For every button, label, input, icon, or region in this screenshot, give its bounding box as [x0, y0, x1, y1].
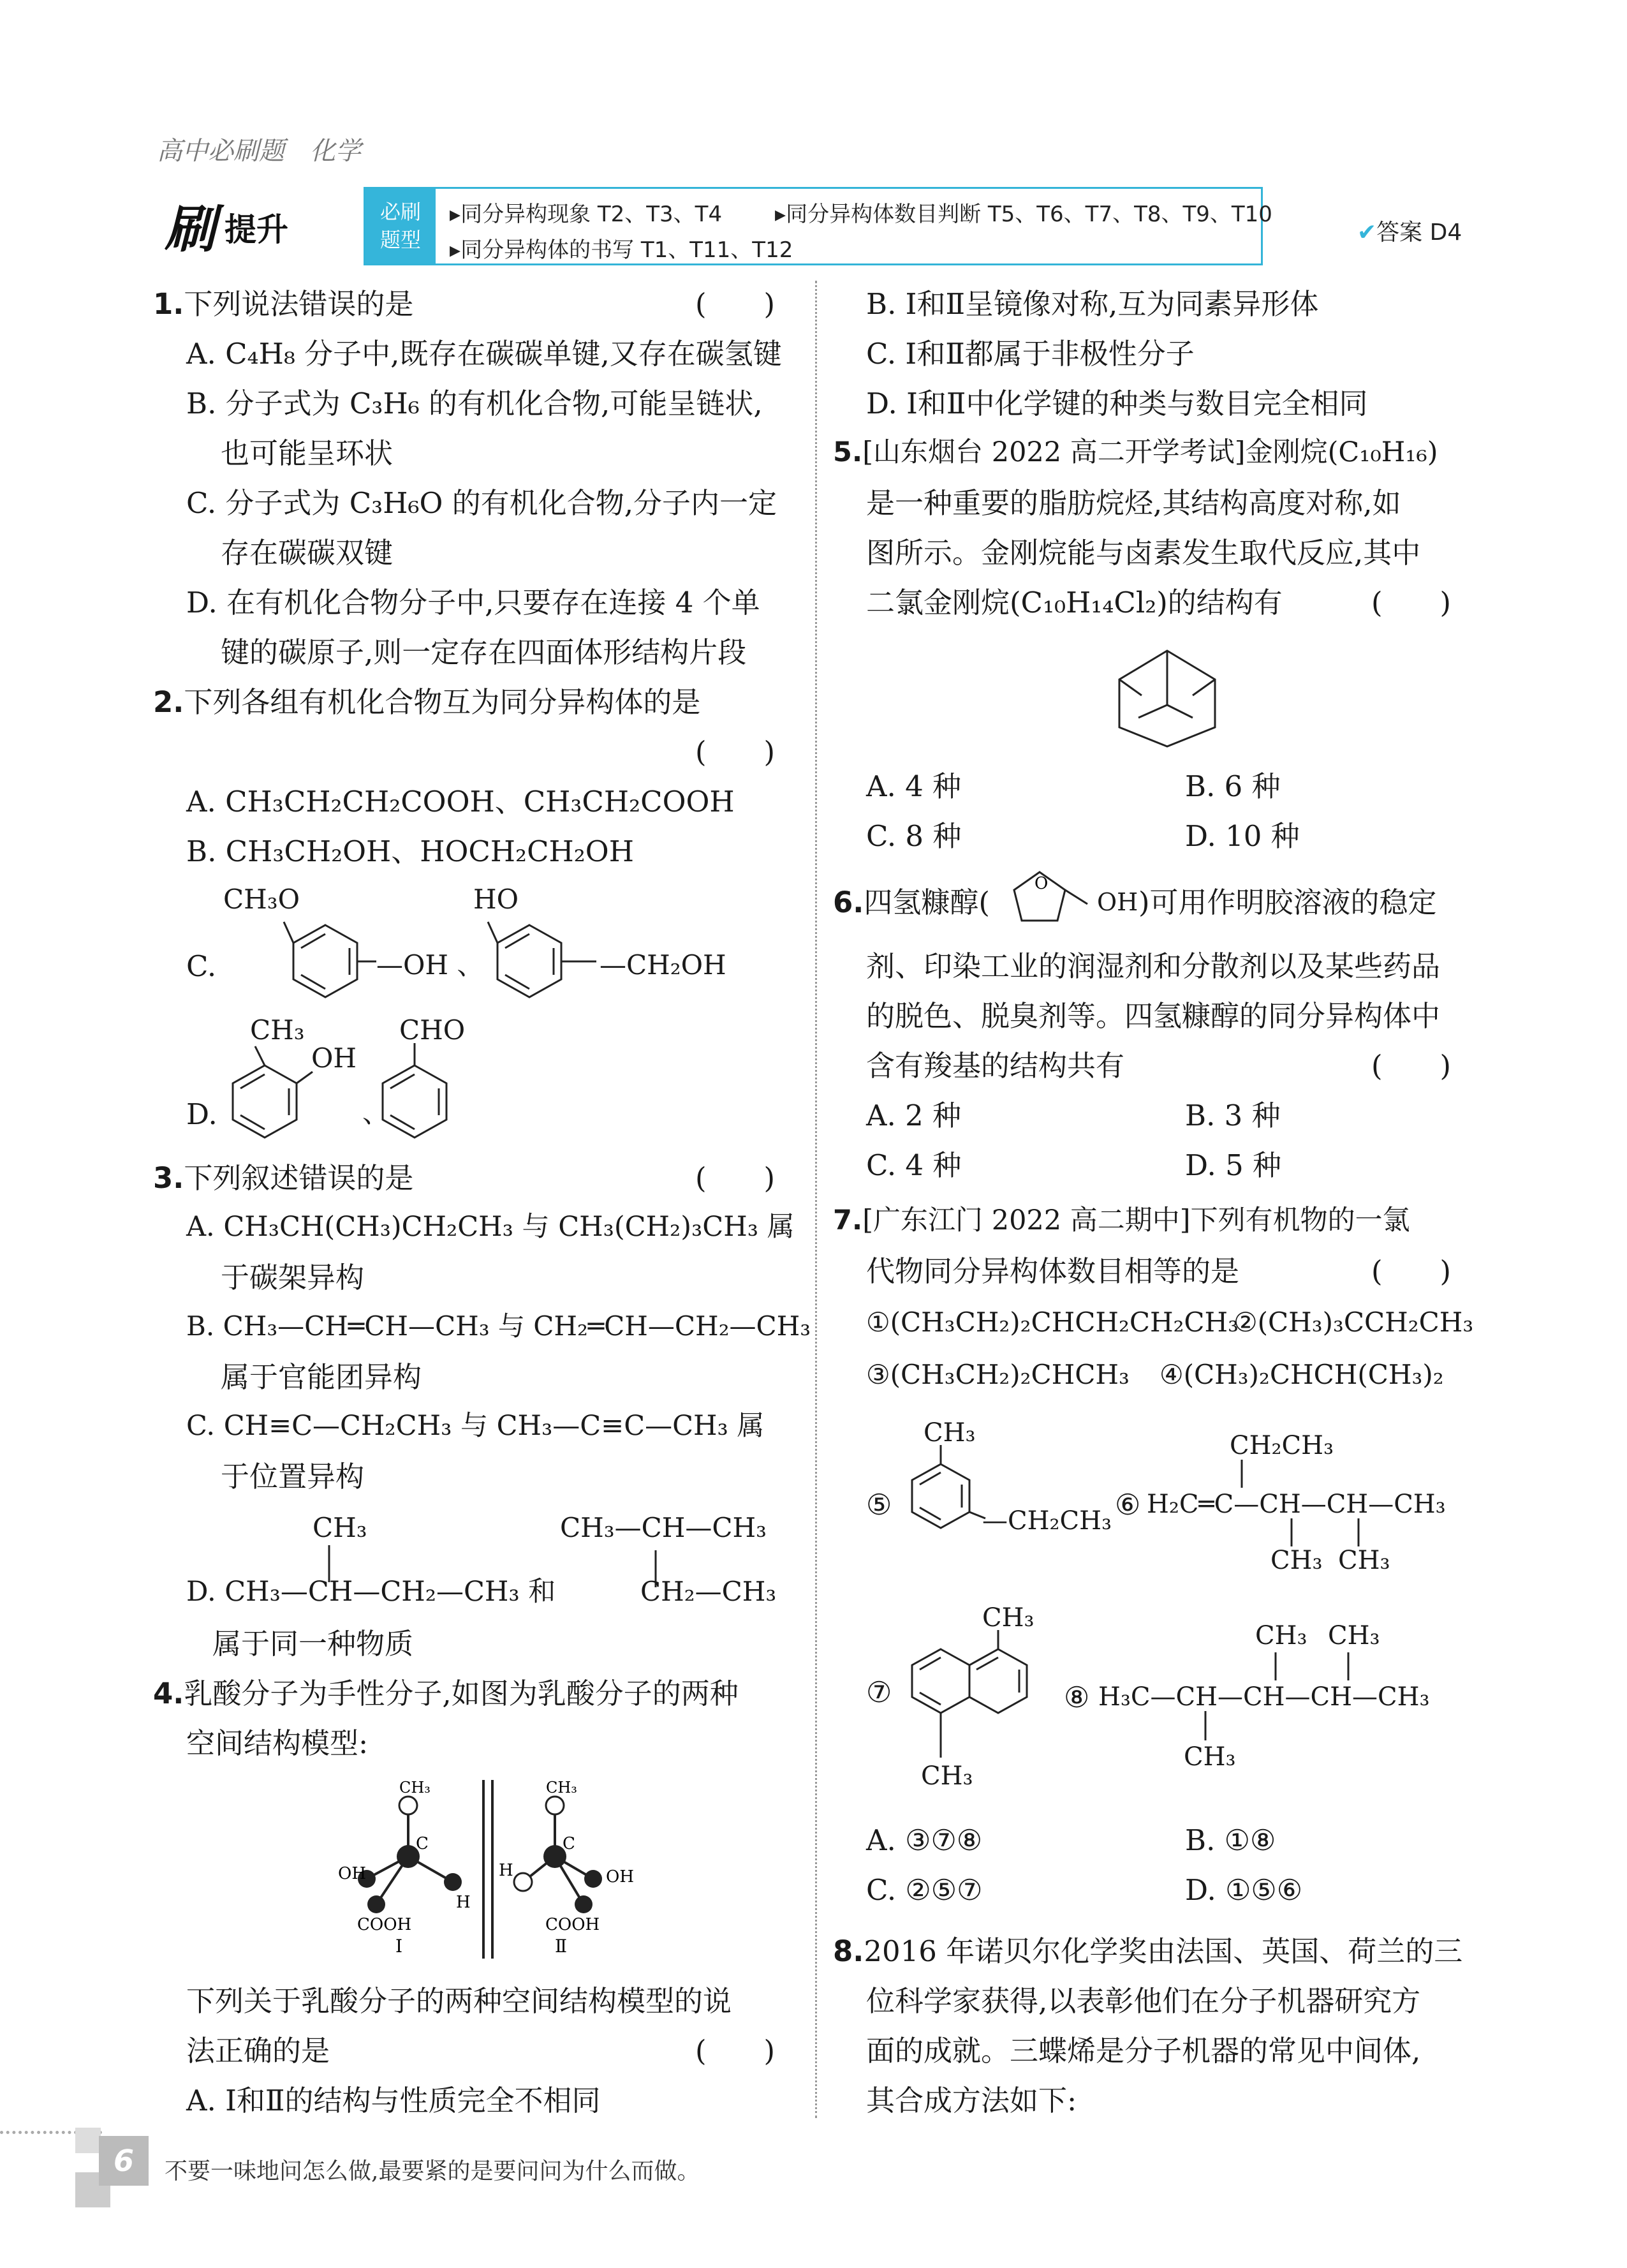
option-d: D. ①⑤⑥ [1185, 1873, 1303, 1907]
option-d: D. Ⅰ和Ⅱ中化学键的种类与数目完全相同 [866, 387, 1368, 420]
answer-paren: ( ) [1371, 586, 1452, 619]
question-8-cont: 面的成就。三蝶烯是分子机器的常见中间体, [866, 2034, 1421, 2068]
struct-label: CHO [399, 1014, 466, 1046]
model-label: H [456, 1893, 471, 1912]
option-b: B. ①⑧ [1185, 1823, 1276, 1857]
option-a: A. 4 种 [866, 769, 962, 803]
compound-8-main: H₃C—CH—CH—CH—CH₃ [1098, 1682, 1430, 1712]
question-6-cont: )可用作明胶溶液的稳定 [1138, 886, 1437, 919]
struct-label: CH₂CH₃ [1230, 1431, 1334, 1460]
option-d-cont: 属于同一种物质 [212, 1627, 414, 1661]
answer-paren: ( ) [695, 2034, 776, 2068]
struct-label: CH₃O [223, 884, 300, 915]
lactic-acid-models [332, 1774, 651, 1965]
answer-paren: ( ) [1371, 1254, 1452, 1288]
question-6: 6.四氢糠醇( [833, 886, 990, 919]
struct-label: CH₃ [1184, 1742, 1236, 1772]
topic-item: ▸同分异构体数目判断 T5、T6、T7、T8、T9、T10 [775, 202, 1272, 227]
compound-4: ④(CH₃)₂CHCH(CH₃)₂ [1160, 1359, 1444, 1390]
question-1: 1.下列说法错误的是 [153, 287, 414, 321]
naphthalene-ring [896, 1630, 1043, 1764]
footer-square [75, 2128, 101, 2153]
model-label: OH [606, 1867, 634, 1886]
question-4-prompt-cont: 法正确的是 [186, 2034, 330, 2068]
option-b-cont: 属于官能团异构 [221, 1360, 422, 1394]
question-5-cont: 图所示。金刚烷能与卤素发生取代反应,其中 [866, 536, 1421, 570]
option-b: B. 分子式为 C₃H₆ 的有机化合物,可能呈链状, [186, 387, 763, 420]
option-c-cont: 于位置异构 [221, 1460, 365, 1493]
option-b: B. 6 种 [1185, 769, 1281, 803]
adamantane-structure [1103, 644, 1231, 753]
bond-lines [1212, 1460, 1403, 1555]
footer-motto: 不要一味地问怎么做,最要紧的是要问问为什么而做。 [165, 2158, 700, 2184]
benzene-ring-5 [893, 1439, 995, 1547]
option-c: C. 4 种 [866, 1148, 962, 1182]
compound-7-label: ⑦ [866, 1675, 892, 1709]
model-label: H [499, 1861, 513, 1880]
option-c: C. Ⅰ和Ⅱ都属于非极性分子 [866, 337, 1195, 371]
topic-item: ▸同分异构现象 T2、T3、T4 [450, 202, 723, 227]
question-8: 8.2016 年诺贝尔化学奖由法国、英国、荷兰的三 [833, 1934, 1463, 1968]
question-3: 3.下列叙述错误的是 [153, 1161, 414, 1195]
model-label: CH₃ [546, 1779, 577, 1797]
option-c: C. 8 种 [866, 819, 962, 853]
benzene-structures-d [210, 1040, 466, 1155]
model-label: C [563, 1834, 575, 1853]
question-6-cont: 剂、印染工业的润湿剂和分散剂以及某些药品 [866, 949, 1441, 983]
struct-label: CH₃ [313, 1512, 367, 1543]
option-d: D. 5 种 [1185, 1148, 1282, 1182]
model-label: Ⅱ [555, 1936, 568, 1957]
model-label: C [416, 1834, 429, 1853]
option-b-cont: 也可能呈环状 [221, 436, 394, 470]
question-7: 7.[广东江门 2022 高二期中]下列有机物的一氯 [833, 1204, 1410, 1236]
option-d: D. [186, 1097, 217, 1131]
model-label: COOH [545, 1915, 600, 1934]
question-5-cont: 二氯金刚烷(C₁₀H₁₄Cl₂)的结构有 [866, 586, 1283, 619]
struct-label: CH₃ [921, 1761, 973, 1791]
column-divider [815, 281, 817, 2118]
section-brush-mark: 刷 [165, 200, 216, 259]
option-a: A. C₄H₈ 分子中,既存在碳碳单键,又存在碳氢键 [186, 337, 782, 371]
thf-ring-structure [1001, 864, 1097, 935]
svg-text:O: O [1034, 874, 1049, 893]
struct-label: CH₃ [250, 1014, 305, 1046]
option-a-cont: 于碳架异构 [221, 1261, 365, 1294]
compound-3: ③(CH₃CH₂)₂CHCH₃ [866, 1359, 1130, 1390]
option-a: A. CH₃CH(CH₃)CH₂CH₃ 与 CH₃(CH₂)₃CH₃ 属 [186, 1211, 795, 1243]
option-d: D. CH₃—CH—CH₂—CH₃ 和 [186, 1576, 556, 1608]
page-number: 6 [99, 2136, 149, 2186]
compound-6-label: ⑥ [1115, 1488, 1141, 1522]
answer-ref[interactable] [1357, 214, 1462, 247]
struct-label: CH₃ [924, 1418, 976, 1448]
question-2: 2.下列各组有机化合物互为同分异构体的是 [153, 685, 701, 719]
question-8-cont: 其合成方法如下: [866, 2084, 1077, 2117]
question-4: 4.乳酸分子为手性分子,如图为乳酸分子的两种 [153, 1677, 739, 1710]
option-c: C. ②⑤⑦ [866, 1873, 983, 1907]
question-7-cont: 代物同分异构体数目相等的是 [866, 1254, 1240, 1288]
struct-label: CH₃ [1328, 1621, 1380, 1650]
book-header: 高中必刷题 化学 [157, 137, 361, 166]
struct-label: —CH₂OH [600, 949, 726, 981]
compound-8-label: ⑧ [1064, 1680, 1090, 1714]
option-d: D. 10 种 [1185, 819, 1300, 853]
option-c: C. 分子式为 C₃H₆O 的有机化合物,分子内一定 [186, 486, 777, 520]
option-b: B. 3 种 [1185, 1099, 1281, 1132]
answer-paren: ( ) [695, 735, 776, 769]
topic-tag: 必刷题型 [365, 189, 436, 263]
model-label: CH₃ [399, 1779, 431, 1797]
struct-label: OH [311, 1042, 357, 1074]
compound-2: ②(CH₃)₃CCH₂CH₃ [1233, 1307, 1474, 1338]
compound-5-label: ⑤ [866, 1488, 892, 1522]
question-6-cont: 的脱色、脱臭剂等。四氢糠醇的同分异构体中 [866, 999, 1441, 1033]
option-b: B. Ⅰ和Ⅱ呈镜像对称,互为同素异形体 [866, 287, 1319, 321]
topic-banner [364, 187, 1272, 265]
question-4-prompt: 下列关于乳酸分子的两种空间结构模型的说 [186, 1984, 732, 2018]
struct-label: CH₂—CH₃ [640, 1576, 777, 1607]
option-a: A. ③⑦⑧ [866, 1823, 983, 1857]
question-5: 5.[山东烟台 2022 高二开学考试]金刚烷(C₁₀H₁₆) [833, 436, 1438, 468]
model-label: COOH [357, 1915, 412, 1934]
benzene-structures-c [268, 906, 625, 1021]
struct-label: CH₃ [1338, 1546, 1390, 1575]
struct-label: CH₃—CH—CH₃ [560, 1512, 767, 1543]
struct-label: CH₃ [982, 1603, 1034, 1633]
struct-label: HO [473, 884, 519, 915]
option-b: B. CH₃CH₂OH、HOCH₂CH₂OH [186, 834, 634, 868]
struct-label: 、 [362, 1097, 390, 1129]
struct-label: CH₃ [1255, 1621, 1307, 1650]
question-4-cont: 空间结构模型: [186, 1726, 369, 1760]
answer-paren: ( ) [695, 287, 776, 321]
answer-paren: ( ) [1371, 1049, 1452, 1083]
struct-label: OH [1097, 888, 1138, 916]
option-a: A. Ⅰ和Ⅱ的结构与性质完全不相同 [186, 2084, 601, 2117]
topic-item: ▸同分异构体的书写 T1、T11、T12 [450, 237, 793, 263]
question-8-cont: 位科学家获得,以表彰他们在分子机器研究方 [866, 1984, 1421, 2018]
model-label: Ⅰ [395, 1936, 403, 1957]
option-c: C. CH≡C—CH₂CH₃ 与 CH₃—C≡C—CH₃ 属 [186, 1410, 765, 1442]
compound-1: ①(CH₃CH₂)₂CHCH₂CH₂CH₃ [866, 1307, 1239, 1338]
answer-label: 答案 D4 [1376, 219, 1462, 246]
bond-lines [1186, 1652, 1378, 1748]
option-a: A. 2 种 [866, 1099, 962, 1132]
struct-label: CH₃ [1270, 1546, 1323, 1575]
option-c-cont: 存在碳碳双键 [221, 536, 394, 570]
compound-6-main: H₂C═C—CH—CH—CH₃ [1147, 1490, 1446, 1519]
struct-label: —OH 、 [376, 949, 484, 981]
option-a: A. CH₃CH₂CH₂COOH、CH₃CH₂COOH [186, 785, 735, 819]
struct-label: —CH₂CH₃ [982, 1506, 1112, 1536]
option-d: D. 在有机化合物分子中,只要存在连接 4 个单 [186, 586, 760, 619]
model-label: OH [338, 1864, 366, 1883]
section-title: 提升 [225, 211, 288, 248]
question-5-cont: 是一种重要的脂肪烷烃,其结构高度对称,如 [866, 486, 1401, 520]
check-icon: ✔ [1357, 219, 1377, 246]
option-d-cont: 键的碳原子,则一定存在四面体形结构片段 [221, 635, 747, 669]
answer-paren: ( ) [695, 1161, 776, 1195]
option-c: C. [186, 949, 217, 983]
question-6-cont: 含有羧基的结构共有 [866, 1049, 1125, 1083]
option-b: B. CH₃—CH═CH—CH₃ 与 CH₂═CH—CH₂—CH₃ [186, 1310, 811, 1342]
